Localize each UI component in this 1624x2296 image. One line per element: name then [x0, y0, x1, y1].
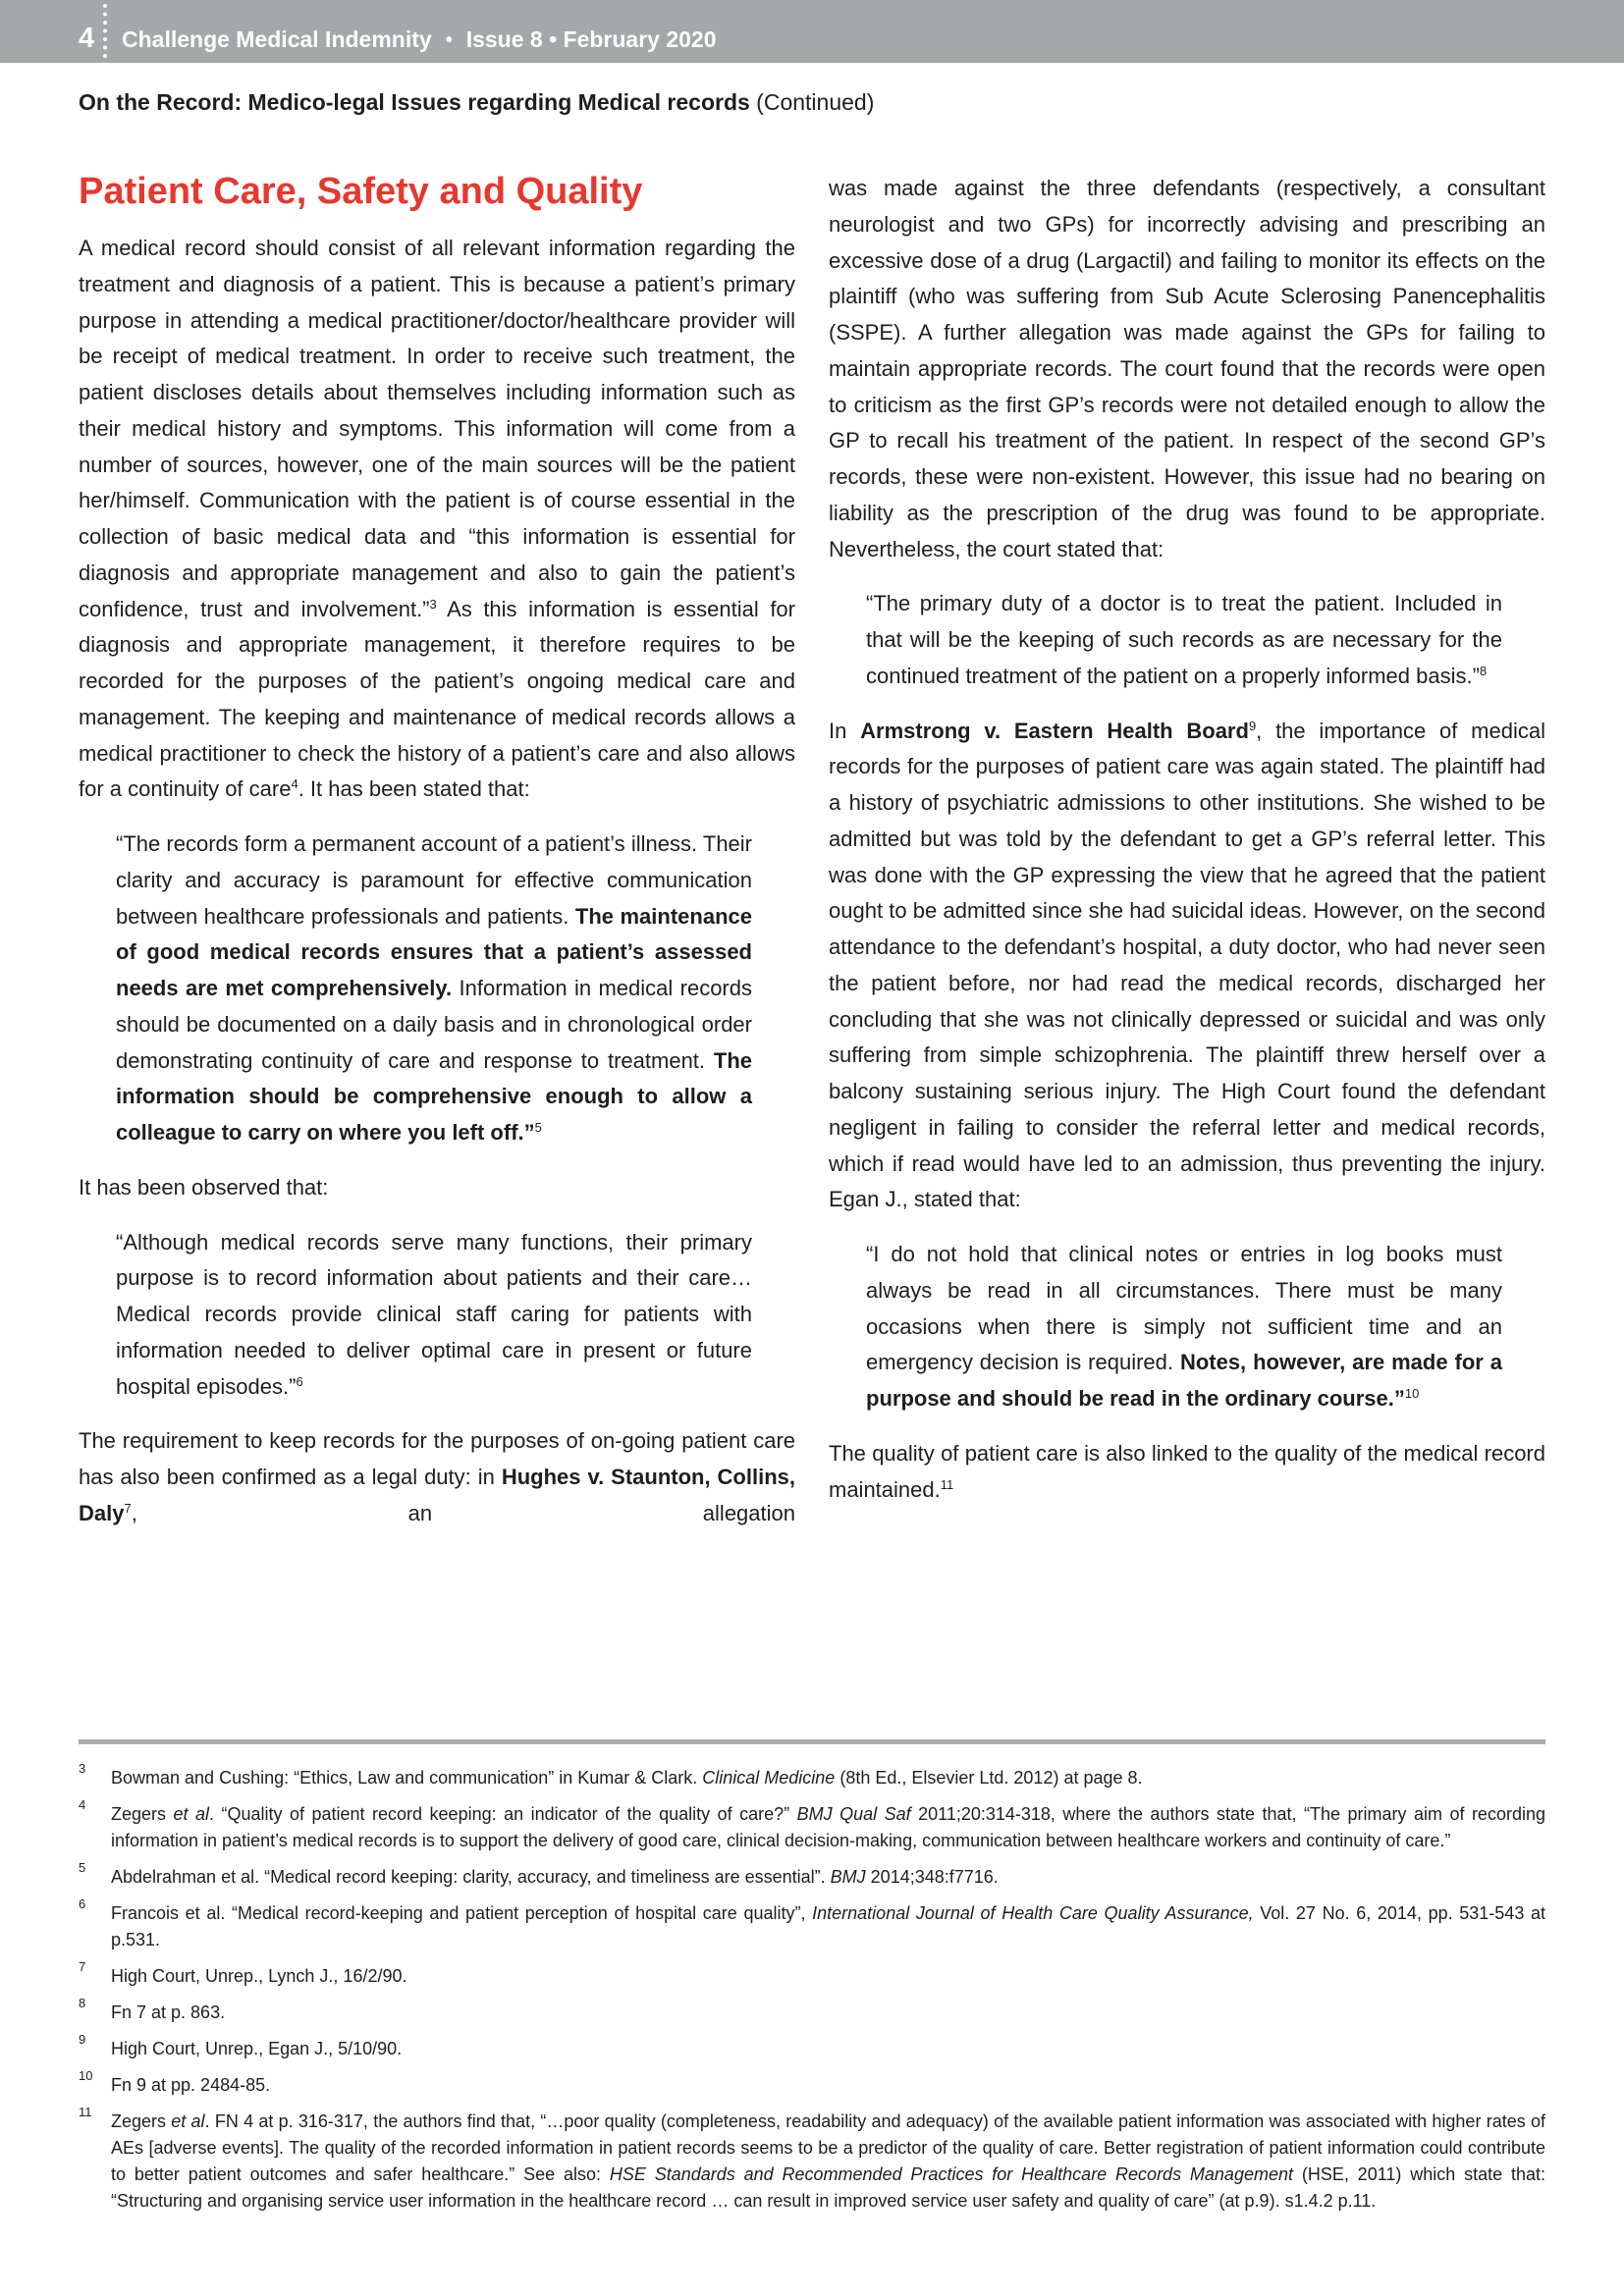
text-run: The maintenance of good medical records ensures that a patient’s assessed needs are met comprehensively.	[116, 903, 752, 1000]
text-run: Francois et al. “Medical record-keeping and patient perception of hospital care quality”,	[111, 1903, 813, 1923]
text-run: Clinical Medicine	[702, 1768, 836, 1788]
footnote-text	[111, 2039, 402, 2058]
footnote-text	[111, 1867, 999, 1887]
footnote-reference: 9	[1248, 718, 1257, 733]
footnote-reference: 10	[1404, 1386, 1420, 1401]
footnote-number: 7	[79, 1959, 86, 1974]
text-run: High Court, Unrep., Lynch J., 16/2/90.	[111, 1966, 407, 1986]
text-run: The requirement to keep records for the purposes of on-going patient care has also been confirmed as a legal duty: in	[79, 1428, 795, 1489]
article-kicker	[79, 88, 874, 116]
footnote-list	[79, 1761, 1545, 2215]
text-run: et al	[173, 1804, 210, 1824]
footnote-reference: 4	[291, 776, 298, 792]
block-quote	[829, 1237, 1545, 1417]
text-run: . FN 4 at p. 316-317, the authors find that, “…poor quality (completeness, readability and adequacy) of the available patient information was associated with higher rates of AEs [adverse events]. The quality of the recorded information in patient records seems to be a predictor of the quality of care. Better registration of patient information could contribute to better patient outcomes and safer healthcare.” See also:	[111, 2111, 1545, 2184]
footnote-reference: 7	[124, 1500, 132, 1516]
text-run: Notes, however, are made for a purpose and should be read in the ordinary course.”	[866, 1350, 1502, 1411]
page-header-bar	[0, 0, 1624, 63]
footnote-reference: 5	[534, 1120, 542, 1135]
text-run: Armstrong v. Eastern Health Board	[860, 718, 1249, 743]
kicker-continued: (Continued)	[749, 89, 875, 115]
footnote-text	[111, 1804, 1545, 1850]
text-run: The information should be comprehensive enough to allow a colleague to carry on where you left off.”	[116, 1047, 752, 1145]
footnote-item	[79, 1860, 1545, 1891]
footnote-text	[111, 1966, 407, 1986]
footnote-text	[111, 1903, 1545, 1949]
text-run: et al	[171, 2111, 205, 2131]
text-run: , an allegation	[131, 1500, 795, 1525]
text-run: 2011;20:314-318, where the authors state that, “The primary aim of recording information in patient’s medical records is to support the delivery of good care, clinical decision-making, communication between healthcare workers and continuity of care.”	[111, 1804, 1545, 1850]
text-run: Information in medical records should be documented on a daily basis and in chronological order demonstrating continuity of care and response to treatment.	[116, 976, 752, 1073]
text-run: 2014;348:f7716.	[865, 1867, 999, 1887]
footnote-reference: 11	[940, 1476, 954, 1492]
right-column	[829, 171, 1545, 1532]
text-run: “I do not hold that clinical notes or entries in log books must always be read in all circumstances. There must be many occasions when there is simply not sufficient time and an emergency decision is required.	[866, 1242, 1502, 1375]
body-paragraph	[79, 231, 795, 808]
footnote-item	[79, 1996, 1545, 2026]
masthead	[122, 28, 717, 51]
body-paragraph	[829, 714, 1545, 1219]
text-run: , the importance of medical records for the purposes of patient care was again stated. The plaintiff had a history of psychiatric admissions to other institutions. She wished to be admitted but was told by the defendant to get a GP’s referral letter. This was done with the GP expressing the view that he agreed that the patient ought to be admitted since she had suicidal ideas. However, on the second attendance to the defendant’s hospital, a duty doctor, who had never seen the patient before, nor had read the medical records, discharged her concluding that she was not clinically depressed or suicidal and was only suffering from simple schizophrenia. The plaintiff threw herself over a balcony sustaining serious injury. The High Court found the defendant negligent in failing to consider the referral letter and medical records, which if read would have led to an admission, thus preventing the injury. Egan J., stated that:	[829, 718, 1545, 1212]
block-quote	[829, 586, 1545, 694]
text-run: As this information is essential for diagnosis and appropriate management, it therefore requires to be recorded for the purposes of the patient’s ongoing medical care and management. The keeping and maintenance of medical records allows a medical practitioner to check the history of a patient’s care and also allows for a continuity of care	[79, 596, 795, 802]
footnote-number: 8	[79, 1996, 86, 2010]
text-run: Fn 7 at p. 863.	[111, 2002, 226, 2022]
text-run: was made against the three defendants (respectively, a consultant neurologist and two GPs) for incorrectly advising and prescribing an excessive dose of a drug (Largactil) and failing to monitor its effects on the plaintiff (who was suffering from Sub Acute Sclerosing Panencephalitis (SSPE). A further allegation was made against the GPs for failing to maintain appropriate records. The court found that the records were open to criticism as the first GP’s records were not detailed enough to allow the GP to recall his treatment of the patient. In respect of the second GP’s records, these were non-existent. However, this issue had no bearing on liability as the prescription of the drug was found to be appropriate. Nevertheless, the court stated that:	[829, 176, 1545, 561]
footnote-number: 4	[79, 1797, 86, 1812]
footnote-number: 3	[79, 1761, 86, 1776]
kicker-title: On the Record: Medico-legal Issues regarding Medical records	[79, 89, 750, 115]
footnote-number: 10	[79, 2068, 93, 2083]
text-run: (8th Ed., Elsevier Ltd. 2012) at page 8.	[835, 1768, 1143, 1788]
article-body	[79, 171, 1545, 1532]
body-paragraph	[829, 1436, 1545, 1509]
text-run: High Court, Unrep., Egan J., 5/10/90.	[111, 2039, 403, 2058]
footnote-reference: 3	[429, 596, 437, 612]
text-run: Vol. 27 No. 6, 2014, pp. 531-543 at p.531.	[111, 1903, 1545, 1949]
text-run: . It has been stated that:	[298, 776, 530, 802]
footnote-item	[79, 1896, 1545, 1953]
issue-info: Issue 8 • February 2020	[465, 27, 717, 52]
left-column	[79, 171, 795, 1532]
footnote-text	[111, 2075, 270, 2095]
text-run: Abdelrahman et al. “Medical record keeping: clarity, accuracy, and timeliness are essential”.	[111, 1867, 831, 1887]
footnote-reference: 8	[1479, 663, 1488, 678]
footnote-reference: 6	[296, 1373, 303, 1389]
footnote-number: 9	[79, 2032, 86, 2047]
text-run: Hughes v. Staunton, Collins, Daly	[79, 1465, 795, 1525]
section-heading	[79, 171, 795, 212]
bullet-separator: •	[445, 29, 453, 51]
publication-title: Challenge Medical Indemnity	[122, 27, 432, 52]
page-number: 4	[79, 23, 95, 54]
footnote-text	[111, 2002, 225, 2022]
text-run: Zegers	[111, 1804, 174, 1824]
footnotes-section	[79, 1739, 1545, 2215]
text-run: “Although medical records serve many functions, their primary purpose is to record information about patients and their care… Medical records provide clinical staff caring for patients with information needed to deliver optimal care in present or future hospital episodes.”	[116, 1229, 752, 1399]
text-run: Bowman and Cushing: “Ethics, Law and communication” in Kumar & Clark.	[111, 1768, 703, 1788]
text-run: “The primary duty of a doctor is to treat the patient. Included in that will be the keeping of such records as are necessary for the continued treatment of the patient on a properly informed basis.”	[866, 591, 1502, 688]
text-run: In	[829, 718, 861, 743]
footnote-item	[79, 2105, 1545, 2215]
footnote-number: 11	[79, 2105, 92, 2119]
text-run: BMJ	[830, 1867, 866, 1887]
footnote-text	[111, 2111, 1545, 2211]
body-paragraph	[829, 171, 1545, 567]
text-run: “The records form a permanent account of a patient’s illness. Their clarity and accuracy is paramount for effective communication between healthcare professionals and patients.	[116, 831, 752, 929]
text-run: HSE Standards and Recommended Practices for Healthcare Records Management	[609, 2164, 1293, 2184]
footnote-text	[111, 1768, 1143, 1788]
text-run: Fn 9 at pp. 2484-85.	[111, 2075, 271, 2095]
text-run: The quality of patient care is also linked to the quality of the medical record maintained.	[829, 1440, 1545, 1502]
block-quote	[79, 1225, 795, 1406]
text-run: Zegers	[111, 2111, 172, 2131]
footnote-item	[79, 1761, 1545, 1791]
footnote-divider	[79, 1739, 1545, 1744]
footnote-item	[79, 2032, 1545, 2062]
header-dotted-divider	[103, 4, 107, 58]
text-run: Patient Care, Safety and Quality	[79, 171, 643, 212]
text-run: A medical record should consist of all relevant information regarding the treatment and diagnosis of a patient. This is because a patient’s primary purpose in attending a medical practitioner/doctor/healthcare provider will be receipt of medical treatment. In order to receive such treatment, the patient discloses details about themselves including information such as their medical history and symptoms. This information will come from a number of sources, however, one of the main sources will be the patient her/himself. Communication with the patient is of course essential in the collection of basic medical data and “this information is essential for diagnosis and appropriate management and also to gain the patient’s confidence, trust and involvement.”	[79, 236, 795, 621]
footnote-item	[79, 1797, 1545, 1854]
block-quote	[79, 827, 795, 1151]
footnote-item	[79, 1959, 1545, 1990]
footnote-item	[79, 2068, 1545, 2099]
text-run: (HSE, 2011) which state that: “Structuring and organising service user information in the healthcare record … can result in improved service user safety and quality of care” (at p.9). s1.4.2 p.11.	[111, 2164, 1545, 2211]
text-run: International Journal of Health Care Quality Assurance,	[812, 1903, 1254, 1923]
footnote-number: 6	[79, 1896, 86, 1911]
footnote-number: 5	[79, 1860, 86, 1875]
text-run: It has been observed that:	[79, 1174, 329, 1200]
text-run: . “Quality of patient record keeping: an indicator of the quality of care?”	[209, 1804, 797, 1824]
body-paragraph	[79, 1423, 795, 1531]
body-paragraph	[79, 1170, 795, 1206]
text-run: BMJ Qual Saf	[796, 1804, 911, 1824]
